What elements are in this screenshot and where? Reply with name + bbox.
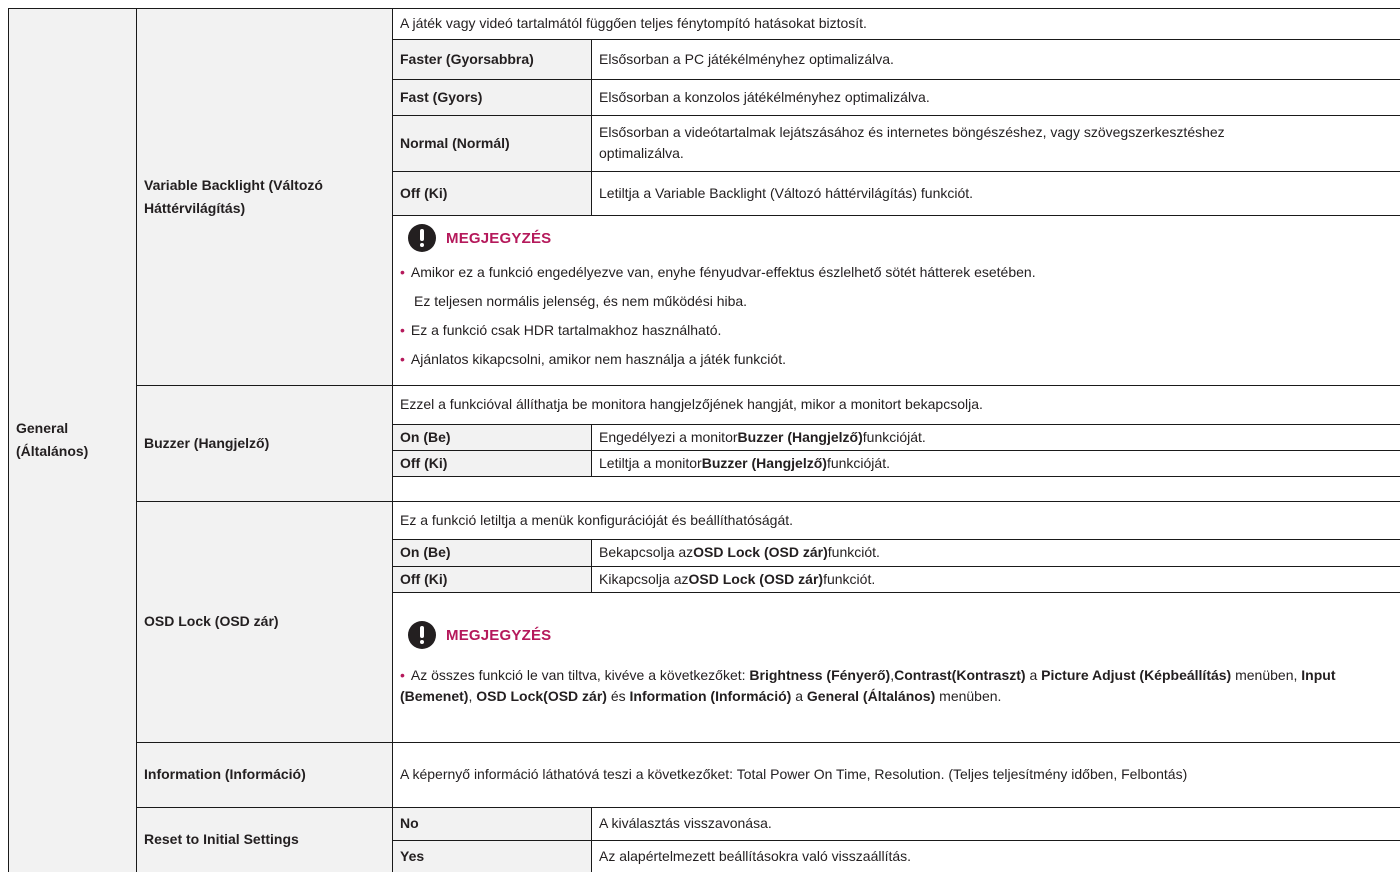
row-divider — [392, 39, 1400, 40]
row-divider — [392, 171, 1400, 172]
feature-reset: Reset to Initial Settings — [144, 831, 299, 847]
reset-option-desc: A kiválasztás visszavonása. — [599, 815, 772, 831]
note-bullet-item: • Ez a funkció csak HDR tartalmakhoz használható. — [400, 322, 722, 338]
vb-option-name: Normal (Normál) — [400, 134, 510, 151]
vb-option-name: Fast (Gyors) — [400, 88, 483, 105]
row-divider — [136, 501, 1400, 502]
osd-option-name: Off (Ki) — [400, 570, 448, 587]
vb-option-desc: Elsősorban a videótartalmak lejátszásához és internetes böngészéshez, vagy szövegszerkesztéshez optimalizálva. — [599, 124, 1225, 161]
row-divider — [392, 840, 1400, 841]
row-divider — [392, 566, 1400, 567]
buzzer-option-name: Off (Ki) — [400, 454, 448, 471]
vb-option-desc: Elsősorban a PC játékélményhez optimalizálva. — [599, 50, 894, 67]
note-bold-term: OSD Lock(OSD zár) — [476, 688, 607, 704]
vb-description: A játék vagy videó tartalmától függően teljes fénytompító hatásokat biztosít. — [400, 15, 867, 31]
table-border-top — [8, 8, 1400, 9]
note-text-fragment: a — [791, 688, 807, 704]
note-text-fragment: a — [1025, 667, 1042, 683]
row-divider — [392, 424, 1400, 425]
note-text-fragment: , — [468, 688, 477, 704]
note-text-fragment: menüben, — [1231, 667, 1302, 683]
buzzer-option-desc: Letiltja a monitor Buzzer (Hangjelző) funkcióját. — [599, 454, 890, 471]
row-divider — [392, 476, 1400, 477]
feature-buzzer: Buzzer (Hangjelző) — [144, 434, 270, 451]
vb-option-name: Faster (Gyorsabbra) — [400, 50, 534, 67]
note-text-fragment: menüben. — [935, 688, 1002, 704]
vb-option-desc: Letiltja a Variable Backlight (Változó háttérvilágítás) funkciót. — [599, 184, 974, 201]
buzzer-description: Ezzel a funkcióval állíthatja be monitora hangjelzőjének hangját, mikor a monitort bekapcsolja. — [400, 396, 983, 412]
feature-information: Information (Információ) — [144, 766, 306, 782]
note-bold-term: Brightness (Fényerő) — [749, 667, 891, 683]
row-divider — [392, 79, 1400, 80]
row-divider — [136, 742, 1400, 743]
information-description: A képernyő információ láthatóvá teszi a következőket: Total Power On Time, Resolution. (Teljes teljesítmény időben, Felbontás) — [400, 766, 1188, 782]
row-divider — [392, 592, 1400, 593]
row-divider — [136, 385, 1400, 386]
note-continuation: Ez teljesen normális jelenség, és nem működési hiba. — [414, 293, 748, 309]
note-bold-term: Picture Adjust (Képbeállítás) — [1041, 667, 1232, 683]
note-bold-term: Information (Információ) — [629, 688, 792, 704]
row-divider — [392, 539, 1400, 540]
feature-variable-backlight: Variable Backlight (Változó Háttérvilágítás) — [144, 176, 323, 216]
exclamation-icon — [408, 224, 436, 252]
note-text-fragment: Az összes funkció le van tiltva, kivéve a következőket: — [410, 667, 750, 683]
osd-note-bullet: • Az összes funkció le van tiltva, kivéve a következőket: Brightness (Fényerő),Contrast(Kontraszt) a Picture Adjust (Képbeállítás) menüben, Input (Bemenet), OSD Lock(OSD zár) és Information (Információ) a General (Általános) menüben. — [400, 667, 1336, 704]
vb-option-name: Off (Ki) — [400, 184, 448, 201]
note-title: MEGJEGYZÉS — [446, 229, 552, 247]
exclamation-icon — [408, 621, 436, 649]
row-divider — [392, 450, 1400, 451]
reset-option-desc: Az alapértelmezett beállításokra való visszaállítás. — [599, 847, 912, 864]
osd-description: Ez a funkció letiltja a menük konfigurációját és beállíthatóságát. — [400, 511, 794, 528]
reset-option-name: Yes — [400, 847, 425, 864]
note-bullet-item: • Amikor ez a funkció engedélyezve van, enyhe fényudvar-effektus észlelhető sötét hátterek esetében. — [400, 264, 1036, 280]
note-bold-term: Input (Bemenet) — [400, 667, 1336, 704]
column-divider — [591, 424, 592, 476]
note-bold-term: Contrast(Kontraszt) — [894, 667, 1026, 683]
column-divider — [591, 39, 592, 215]
osd-option-desc: Bekapcsolja az OSD Lock (OSD zár) funkciót. — [599, 544, 880, 560]
note-bullet-item: • Ajánlatos kikapcsolni, amikor nem használja a játék funkciót. — [400, 351, 786, 367]
column-divider — [591, 807, 592, 872]
column-divider — [392, 8, 393, 872]
osd-note-text — [400, 667, 1336, 704]
note-text-fragment: , — [890, 667, 895, 683]
note-text-fragment: és — [606, 688, 630, 704]
note-bold-term: General (Általános) — [806, 688, 936, 704]
row-divider — [392, 215, 1400, 216]
vb-note-header — [408, 223, 551, 253]
osd-option-name: On (Be) — [400, 544, 451, 560]
category-general: General (Általános) — [16, 420, 89, 459]
osd-option-desc: Kikapcsolja az OSD Lock (OSD zár) funkciót. — [599, 570, 876, 587]
note-title: MEGJEGYZÉS — [446, 626, 552, 644]
column-divider — [591, 539, 592, 592]
reset-option-name: No — [400, 815, 419, 831]
table-border-left — [8, 8, 9, 872]
feature-osd-lock: OSD Lock (OSD zár) — [144, 613, 279, 629]
row-divider — [392, 115, 1400, 116]
osd-note-header — [408, 620, 551, 650]
buzzer-option-name: On (Be) — [400, 428, 451, 445]
vb-option-desc: Elsősorban a konzolos játékélményhez optimalizálva. — [599, 88, 930, 105]
row-divider — [136, 807, 1400, 808]
buzzer-option-desc: Engedélyezi a monitor Buzzer (Hangjelző) funkcióját. — [599, 428, 926, 445]
column-divider — [136, 8, 137, 872]
